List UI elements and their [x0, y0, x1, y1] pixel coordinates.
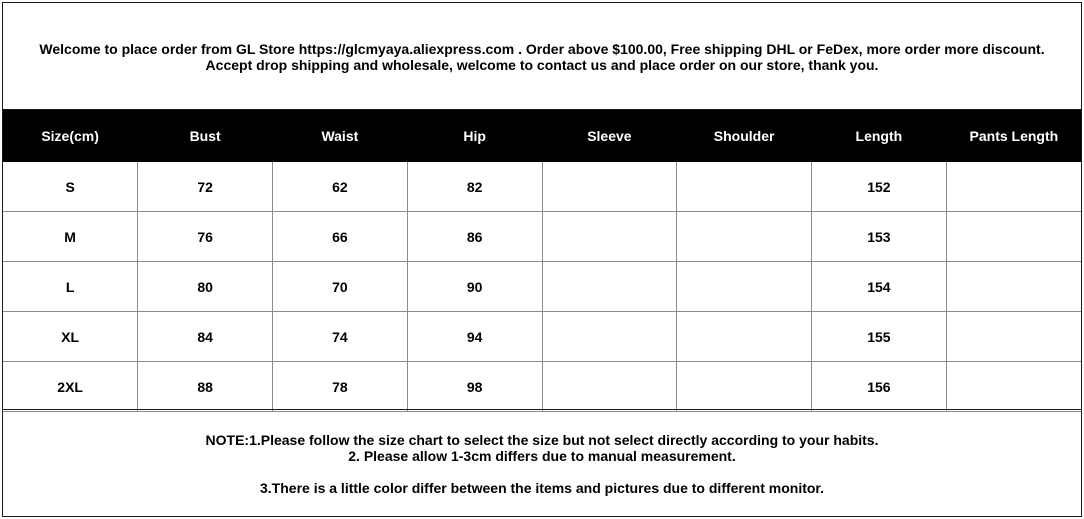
table-header-row [3, 111, 1081, 162]
table-row [3, 262, 1081, 312]
cell-length: 155 [812, 312, 947, 362]
cell-size: S [3, 162, 138, 212]
cell-pants-length [946, 312, 1081, 362]
note-line-1: NOTE:1.Please follow the size chart to select the size but not select directly according to your habits. [205, 432, 879, 448]
size-notes [3, 409, 1081, 516]
cell-pants-length [946, 362, 1081, 412]
cell-size: L [3, 262, 138, 312]
header-size: Size(cm) [3, 111, 138, 162]
table-row [3, 162, 1081, 212]
cell-hip: 86 [407, 212, 542, 262]
header-bust: Bust [138, 111, 273, 162]
size-table [3, 110, 1081, 412]
cell-shoulder [677, 362, 812, 412]
cell-pants-length [946, 162, 1081, 212]
table-row [3, 312, 1081, 362]
cell-waist: 66 [273, 212, 408, 262]
cell-shoulder [677, 212, 812, 262]
table-row [3, 362, 1081, 412]
header-waist: Waist [273, 111, 408, 162]
note-line-3: 3.There is a little color differ between the items and pictures due to different monitor. [260, 480, 824, 496]
banner-line-1: Welcome to place order from GL Store https://glcmyaya.aliexpress.com . Order above $100.00, Free shipping DHL or FeDex, more order more discount. [39, 41, 1045, 57]
cell-shoulder [677, 312, 812, 362]
store-banner [3, 3, 1081, 110]
cell-bust: 72 [138, 162, 273, 212]
banner-line-2: Accept drop shipping and wholesale, welcome to contact us and place order on our store, thank you. [205, 57, 879, 73]
cell-hip: 94 [407, 312, 542, 362]
cell-size: M [3, 212, 138, 262]
note-line-2: 2. Please allow 1-3cm differs due to manual measurement. [348, 448, 736, 464]
table-row [3, 212, 1081, 262]
cell-hip: 82 [407, 162, 542, 212]
header-shoulder: Shoulder [677, 111, 812, 162]
cell-waist: 70 [273, 262, 408, 312]
cell-sleeve [542, 212, 677, 262]
cell-waist: 62 [273, 162, 408, 212]
cell-bust: 84 [138, 312, 273, 362]
cell-sleeve [542, 262, 677, 312]
cell-hip: 90 [407, 262, 542, 312]
cell-shoulder [677, 262, 812, 312]
header-pants-length: Pants Length [946, 111, 1081, 162]
cell-length: 152 [812, 162, 947, 212]
size-chart-sheet [2, 2, 1082, 517]
cell-size: XL [3, 312, 138, 362]
cell-sleeve [542, 162, 677, 212]
cell-pants-length [946, 262, 1081, 312]
note-spacer [3, 464, 1081, 480]
cell-shoulder [677, 162, 812, 212]
cell-length: 156 [812, 362, 947, 412]
cell-bust: 80 [138, 262, 273, 312]
cell-waist: 78 [273, 362, 408, 412]
cell-sleeve [542, 312, 677, 362]
cell-waist: 74 [273, 312, 408, 362]
header-sleeve: Sleeve [542, 111, 677, 162]
cell-length: 154 [812, 262, 947, 312]
cell-bust: 88 [138, 362, 273, 412]
cell-length: 153 [812, 212, 947, 262]
cell-hip: 98 [407, 362, 542, 412]
header-length: Length [812, 111, 947, 162]
header-hip: Hip [407, 111, 542, 162]
cell-pants-length [946, 212, 1081, 262]
cell-sleeve [542, 362, 677, 412]
cell-size: 2XL [3, 362, 138, 412]
cell-bust: 76 [138, 212, 273, 262]
